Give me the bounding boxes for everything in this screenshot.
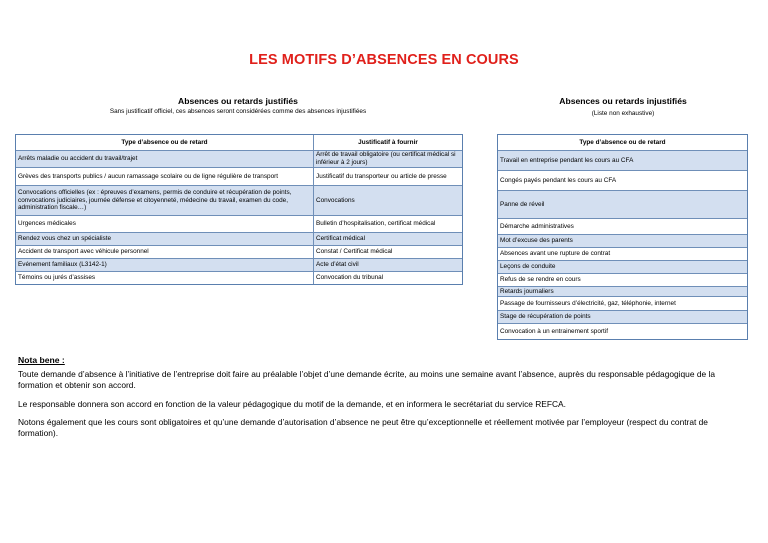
table-row <box>498 287 748 297</box>
justified-subheading: Sans justificatif officiel, ces absences seront considérées comme des absences injustifiées <box>109 108 367 115</box>
cell-proof: Bulletin d’hospitalisation, certificat médical <box>314 216 463 233</box>
table-row <box>16 216 463 233</box>
cell-type: Urgences médicales <box>16 216 314 233</box>
cell-proof: Constat / Certificat médical <box>314 246 463 259</box>
cell-type: Refus de se rendre en cours <box>498 274 748 287</box>
cell-type: Convocation à un entrainement sportif <box>498 324 748 340</box>
cell-type: Retards journaliers <box>498 287 748 297</box>
cell-type: Panne de réveil <box>498 191 748 219</box>
table-row <box>498 311 748 324</box>
cell-type: Leçons de conduite <box>498 261 748 274</box>
cell-proof: Convocation du tribunal <box>314 272 463 285</box>
table-header-row <box>16 135 463 151</box>
table-row <box>16 151 463 168</box>
table-row <box>16 168 463 186</box>
table-row <box>498 261 748 274</box>
table-row <box>16 272 463 285</box>
cell-type: Démarche administratives <box>498 219 748 235</box>
cell-type: Evénement familiaux (L3142-1) <box>16 259 314 272</box>
cell-type: Passage de fournisseurs d’électricité, gaz, téléphonie, internet <box>498 297 748 311</box>
table-row <box>498 191 748 219</box>
table-row <box>498 171 748 191</box>
cell-type: Stage de récupération de points <box>498 311 748 324</box>
table-row <box>16 259 463 272</box>
justified-table <box>15 134 463 285</box>
cell-proof: Justificatif du transporteur ou article de presse <box>314 168 463 186</box>
table-row <box>16 233 463 246</box>
unjustified-heading: Absences ou retards injustifiés <box>559 96 687 106</box>
table-row <box>16 246 463 259</box>
cell-proof: Arrêt de travail obligatoire (ou certificat médical si inférieur à 2 jours) <box>314 151 463 168</box>
unjustified-subheading: (Liste non exhaustive) <box>591 110 655 117</box>
page-title: LES MOTIFS D’ABSENCES EN COURS <box>249 52 519 68</box>
table-row <box>498 219 748 235</box>
column-header-proof: Justificatif à fournir <box>314 135 463 151</box>
cell-type: Mot d’excuse des parents <box>498 235 748 248</box>
nota-paragraph: Notons également que les cours sont obligatoires et qu’une demande d’autorisation d’absence ne peut être qu’exceptionnelle et réellement motivée par l’employeur (respect du contrat de formation). <box>18 417 708 438</box>
cell-type: Arrêts maladie ou accident du travail/trajet <box>16 151 314 168</box>
column-header-type: Type d’absence ou de retard <box>16 135 314 151</box>
table-row <box>16 186 463 216</box>
cell-type: Convocations officielles (ex : épreuves d’examens, permis de conduire et récupération de points, convocations judiciaires, journée défense et citoyenneté, médecine du travail, examen du code, administration fiscale…) <box>16 186 314 216</box>
cell-type: Accident de transport avec véhicule personnel <box>16 246 314 259</box>
nota-paragraph: Toute demande d’absence à l’initiative de l’entreprise doit faire au préalable l’objet d’une demande écrite, au moins une semaine avant l’absence, auprès du responsable pédagogique de la formation et obtenir son accord. <box>18 369 715 390</box>
table-header-row <box>498 135 748 151</box>
justified-heading: Absences ou retards justifiés <box>178 96 298 106</box>
cell-type: Travail en entreprise pendant les cours au CFA <box>498 151 748 171</box>
column-header-type: Type d’absence ou de retard <box>498 135 748 151</box>
table-row <box>498 235 748 248</box>
cell-type: Absences avant une rupture de contrat <box>498 248 748 261</box>
cell-proof: Convocations <box>314 186 463 216</box>
table-row <box>498 274 748 287</box>
cell-type: Rendez vous chez un spécialiste <box>16 233 314 246</box>
nota-bene-title: Nota bene : <box>18 355 65 365</box>
cell-type: Congés payés pendant les cours au CFA <box>498 171 748 191</box>
cell-proof: Acte d’état civil <box>314 259 463 272</box>
table-row <box>498 151 748 171</box>
table-row <box>498 324 748 340</box>
cell-proof: Certificat médical <box>314 233 463 246</box>
cell-type: Grèves des transports publics / aucun ramassage scolaire ou de ligne régulière de transport <box>16 168 314 186</box>
cell-type: Témoins ou jurés d’assises <box>16 272 314 285</box>
unjustified-table <box>497 134 748 340</box>
table-row <box>498 297 748 311</box>
table-row <box>498 248 748 261</box>
nota-paragraph: Le responsable donnera son accord en fonction de la valeur pédagogique du motif de la demande, et en informera le secrétariat du service REFCA. <box>18 399 566 409</box>
